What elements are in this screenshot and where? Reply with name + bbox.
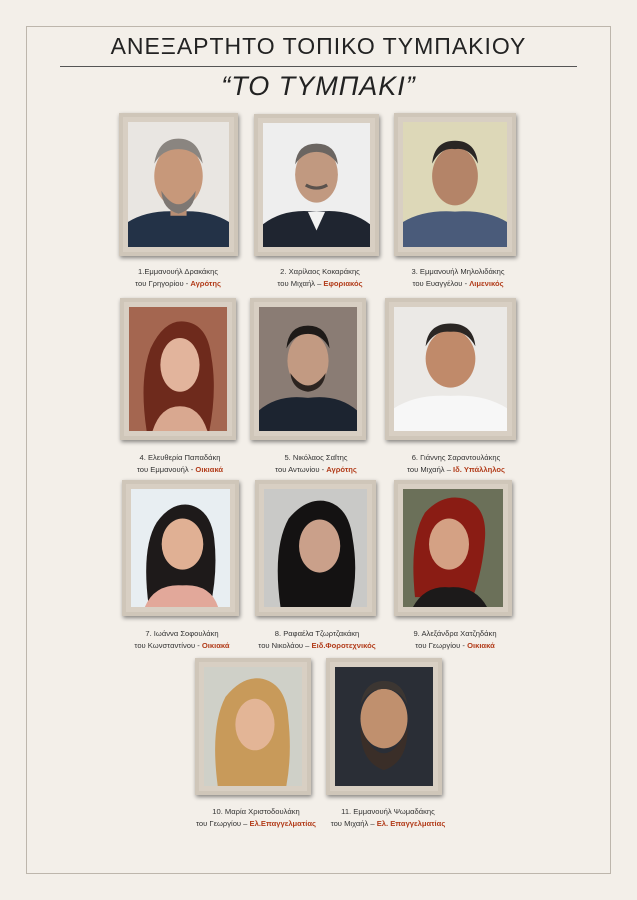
- candidate-patronymic: του Μιχαήλ –: [277, 279, 322, 288]
- candidate-role: Αγρότης: [326, 465, 357, 474]
- candidate-caption-6: [376, 452, 536, 476]
- candidate-patronymic: του Ευαγγέλου -: [412, 279, 468, 288]
- candidate-patronymic: του Γεωργίου -: [415, 641, 465, 650]
- candidate-caption-2: [240, 266, 400, 290]
- candidate-name: 3. Εμμανουήλ Μηλολιδάκης: [411, 267, 505, 276]
- candidate-role: Αγρότης: [190, 279, 221, 288]
- candidate-patronymic: του Μιχαήλ –: [330, 819, 375, 828]
- candidate-role: Λιμενικός: [469, 279, 504, 288]
- candidate-caption-1: [98, 266, 258, 290]
- candidate-photo-11: [326, 658, 442, 795]
- title-divider: [60, 66, 577, 67]
- candidate-caption-11: [308, 806, 468, 830]
- candidate-photo-9: [394, 480, 512, 616]
- page-subtitle: “ΤΟ ΤΥΜΠΑΚΙ”: [221, 71, 416, 101]
- candidate-patronymic: του Κωνσταντίνου -: [134, 641, 200, 650]
- candidate-name: 5. Νικόλαος Σαΐτης: [284, 453, 348, 462]
- page-title: ΑΝΕΞΑΡΤΗΤΟ ΤΟΠΙΚΟ ΤΥΜΠΑΚΙΟΥ: [110, 33, 527, 59]
- candidate-caption-5: [236, 452, 396, 476]
- candidate-role: Οικιακά: [201, 641, 230, 650]
- candidate-name: 7. Ιωάννα Σοφουλάκη: [145, 629, 219, 638]
- candidate-patronymic: του Εμμανουήλ -: [136, 465, 194, 474]
- candidate-caption-9: [375, 628, 535, 652]
- candidate-photo-1: [119, 113, 238, 256]
- candidate-photo-8: [255, 480, 376, 616]
- candidate-name: 1.Εμμανουήλ Δρακάκης: [138, 267, 218, 276]
- candidate-photo-6: [385, 298, 516, 440]
- candidate-role: Ιδ. Υπάλληλος: [453, 465, 505, 474]
- candidate-photo-3: [394, 113, 516, 256]
- candidate-photo-2: [254, 114, 379, 256]
- candidate-name: 9. Αλεξάνδρα Χατζηδάκη: [413, 629, 497, 638]
- candidate-role: Ελ. Επαγγελματίας: [376, 819, 446, 828]
- candidate-name: 2. Χαρίλαος Κοκαράκης: [280, 267, 360, 276]
- candidate-patronymic: του Γρηγορίου -: [135, 279, 189, 288]
- candidate-patronymic: του Αντωνίου -: [275, 465, 325, 474]
- candidate-name: 11. Εμμανουήλ Ψωμαδάκης: [341, 807, 435, 816]
- candidate-photo-5: [250, 298, 366, 440]
- candidate-patronymic: του Μιχαήλ –: [407, 465, 451, 474]
- candidate-caption-3: [378, 266, 538, 290]
- candidate-role: Οικιακά: [467, 641, 495, 650]
- candidate-role: Οικιακά: [195, 465, 224, 474]
- candidate-photo-10: [195, 658, 311, 795]
- candidate-patronymic: του Νικολάου –: [258, 641, 310, 650]
- candidate-role: Ελ.Επαγγελματίας: [249, 819, 316, 828]
- candidate-caption-8: [237, 628, 397, 652]
- candidate-name: 6. Γιάννης Σαραντουλάκης: [411, 453, 501, 462]
- candidate-role: Ειδ.Φοροτεχνικός: [311, 641, 376, 650]
- candidate-photo-4: [120, 298, 236, 440]
- candidate-role: Εφοριακός: [323, 279, 363, 288]
- candidate-photo-7: [122, 480, 239, 616]
- candidate-name: 8. Ραφαέλα Τζωρτζακάκη: [274, 629, 360, 638]
- candidate-patronymic: του Γεωργίου –: [196, 819, 248, 828]
- candidate-name: 4. Ελευθερία Παπαδάκη: [139, 453, 221, 462]
- candidate-name: 10. Μαρία Χριστοδουλάκη: [212, 807, 300, 816]
